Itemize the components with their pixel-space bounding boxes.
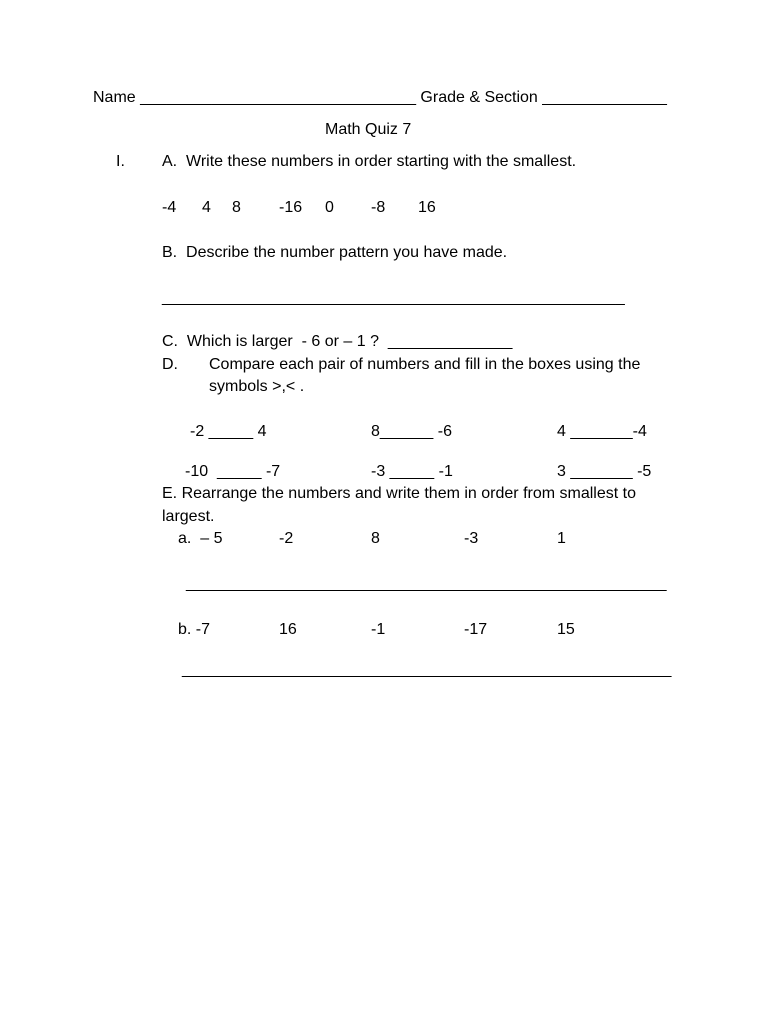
part-e-instruction-line1: E. Rearrange the numbers and write them in order from smallest to	[162, 485, 636, 502]
compare-pair: -10 _____ -7	[185, 463, 281, 480]
part-e-b-answer-line: _______________________________________________________	[182, 661, 672, 678]
part-e-b-number: -17	[464, 621, 488, 638]
part-e-b-label: b. -7	[178, 621, 211, 638]
compare-pair: 4 _______-4	[557, 423, 647, 440]
part-a-instruction: A. Write these numbers in order starting with the smallest.	[162, 153, 577, 170]
part-d-letter: D.	[162, 356, 178, 373]
part-e-b-number: 16	[279, 621, 297, 638]
part-e-a-label: a. – 5	[178, 530, 223, 547]
compare-pair: 8______ -6	[371, 423, 452, 440]
part-b-instruction: B. Describe the number pattern you have made.	[162, 244, 508, 261]
part-a-number: 4	[202, 199, 211, 216]
part-d-instruction-line2: symbols >,< .	[209, 378, 305, 395]
part-e-b-number: -1	[371, 621, 386, 638]
part-e-a-number: -2	[279, 530, 294, 547]
part-a-number: -8	[371, 199, 386, 216]
part-d-instruction-line1: Compare each pair of numbers and fill in the boxes using the	[209, 356, 641, 373]
compare-pair: -2 _____ 4	[190, 423, 267, 440]
part-e-a-number: 1	[557, 530, 566, 547]
name-grade-section-line: Name _______________________________ Grade & Section ______________	[93, 89, 667, 106]
part-e-a-number: 8	[371, 530, 380, 547]
part-e-instruction-line2: largest.	[162, 508, 215, 525]
part-a-number: 16	[418, 199, 436, 216]
part-e-b-number: 15	[557, 621, 575, 638]
section-numeral: I.	[116, 153, 125, 170]
part-e-a-number: -3	[464, 530, 479, 547]
page-title: Math Quiz 7	[325, 121, 412, 138]
part-b-answer-line: ____________________________________________________	[162, 289, 625, 306]
compare-pair: -3 _____ -1	[371, 463, 453, 480]
part-a-number: 0	[325, 199, 334, 216]
part-e-a-answer-line: ______________________________________________________	[186, 575, 667, 592]
compare-pair: 3 _______ -5	[557, 463, 652, 480]
part-a-number: -16	[279, 199, 303, 216]
part-a-number: 8	[232, 199, 241, 216]
part-c-question: C. Which is larger - 6 or – 1 ? ______________	[162, 333, 513, 350]
part-a-number: -4	[162, 199, 177, 216]
